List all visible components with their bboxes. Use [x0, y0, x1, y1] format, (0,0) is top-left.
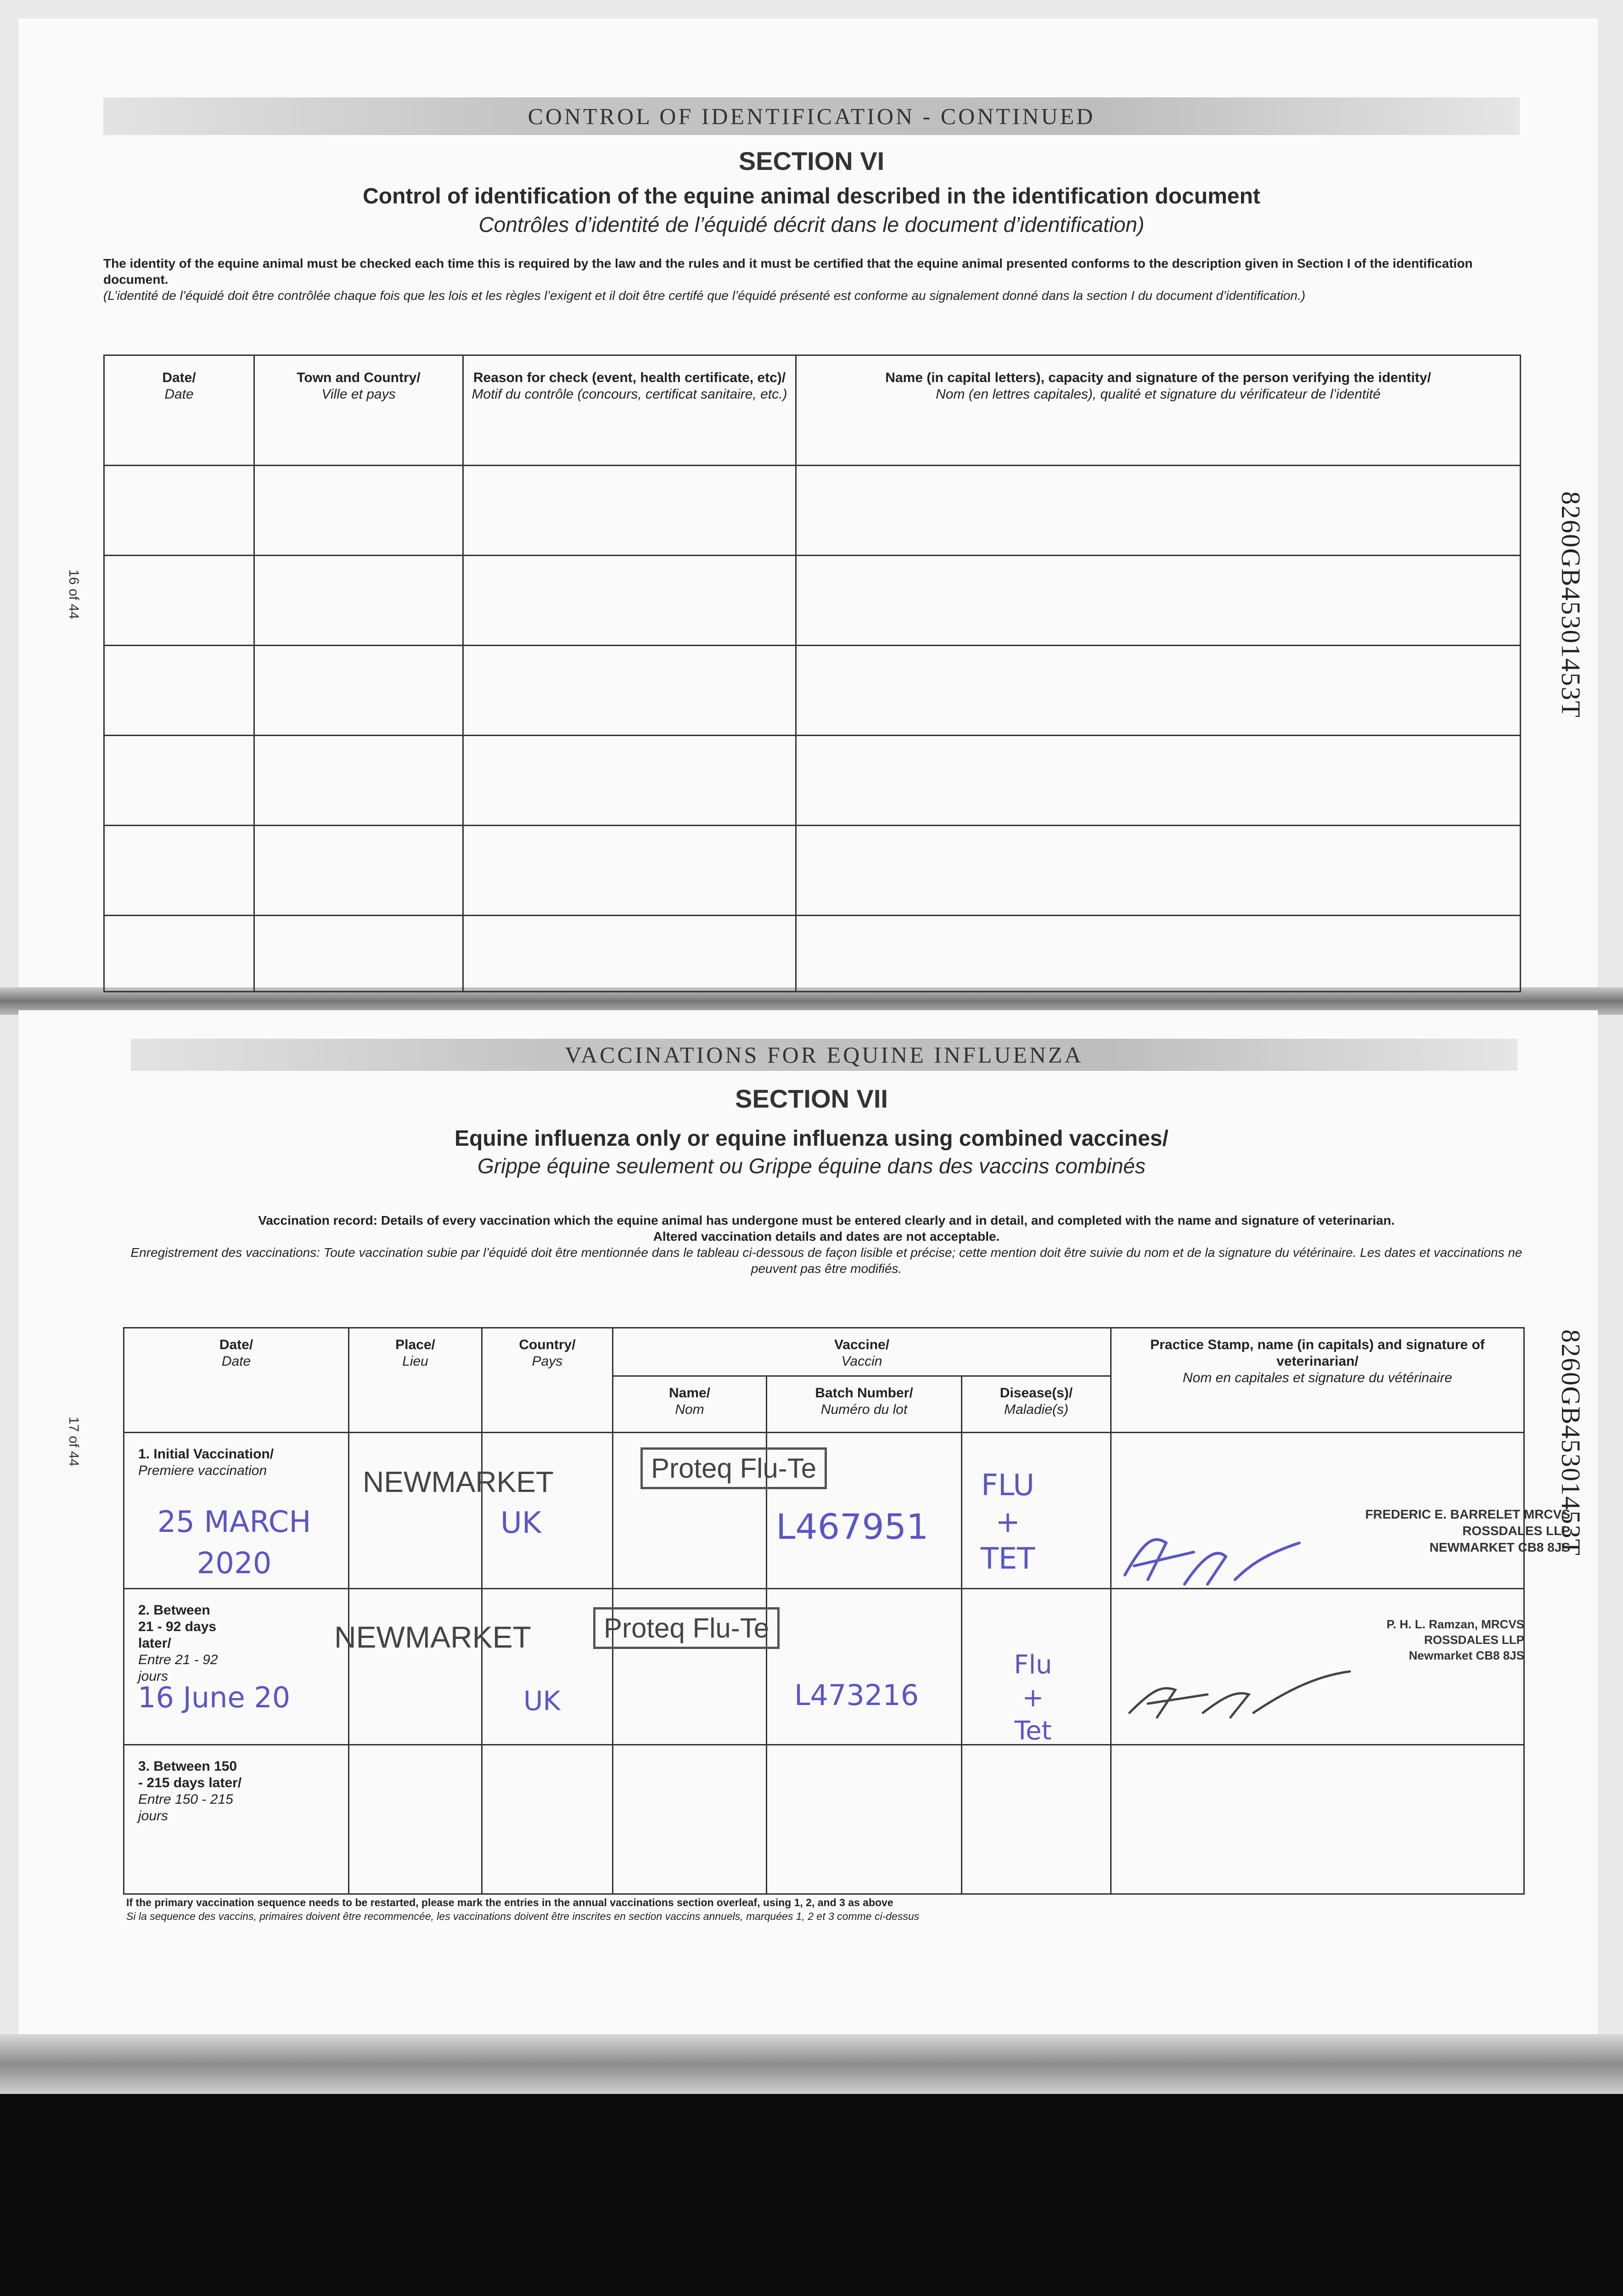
- col-disease: Disease(s)/ Maladie(s): [962, 1376, 1111, 1433]
- footnote: [126, 1896, 1522, 1923]
- vet-practice: ROSSDALES LLP: [1462, 1524, 1570, 1538]
- intro-fr: (L’identité de l’équidé doit être contrôlée chaque fois que les lois et les règles l’exigent et il doit être certifé que l’équidé présenté est conforme au signalement donné dans la section I du document d’identification.): [103, 288, 1306, 303]
- row-label: 1. Initial Vaccination/ Premiere vaccination: [124, 1433, 349, 1589]
- col-place: Place/ Lieu: [349, 1328, 482, 1433]
- disease-handwritten: FLU + TET: [980, 1469, 1035, 1576]
- batch-handwritten: L473216: [794, 1678, 919, 1712]
- vaccine-stamp: Proteq Flu-Te: [593, 1607, 780, 1649]
- document-id: 8260GB45301453T: [1556, 1329, 1586, 1556]
- record-text: [129, 1212, 1524, 1277]
- vet-address: Newmarket CB8 8JS: [1409, 1649, 1524, 1662]
- disease-handwritten: Flu + Tet: [1014, 1650, 1052, 1746]
- col-vaccine-name: Name/ Nom: [613, 1376, 767, 1433]
- document-id: 8260GB45301453T: [1556, 491, 1586, 718]
- table-row: [124, 1745, 1524, 1894]
- place-stamp: NEWMARKET: [334, 1620, 531, 1654]
- practice-stamp: [1249, 1506, 1570, 1556]
- col-practice-stamp: Practice Stamp, name (in capitals) and signature of veterinarian/ Nom en capitales et signature du vétérinaire: [1111, 1328, 1524, 1433]
- row-label: 3. Between 150 - 215 days later/ Entre 150 - 215 jours: [124, 1745, 349, 1894]
- table-row: [104, 736, 1521, 826]
- vaccination-table: [123, 1327, 1525, 1895]
- col-country: Country/ Pays: [482, 1328, 613, 1433]
- record-fr-label: Enregistrement des vaccinations:: [130, 1245, 320, 1260]
- section-number: SECTION VI: [738, 146, 885, 175]
- vet-name: FREDERIC E. BARRELET MRCVS: [1365, 1507, 1570, 1521]
- page-number: 16 of 44: [66, 569, 81, 619]
- intro-en: The identity of the equine animal must be checked each time this is required by the law and the rules and it must be certified that the equine animal presented conforms to the description given in Section I of the identification document.: [103, 256, 1473, 287]
- footnote-en: If the primary vaccination sequence needs to be restarted, please mark the entries in the annual vaccinations section overleaf, using 1, 2, and 3 as above: [126, 1896, 893, 1908]
- section-band: CONTROL OF IDENTIFICATION - CONTINUED: [103, 97, 1520, 135]
- col-town-country: Town and Country/ Ville et pays: [254, 355, 463, 466]
- col-verifier: Name (in capital letters), capacity and signature of the person verifying the identity/ Nom (en lettres capitales), qualité et signature du vérificateur de l’identité: [796, 355, 1521, 466]
- country-handwritten: UK: [523, 1685, 561, 1716]
- practice-stamp: [1203, 1616, 1524, 1663]
- section-heading: Control of identification of the equine animal described in the identification document: [363, 184, 1260, 208]
- date-handwritten: 25 MARCH 2020: [157, 1505, 311, 1581]
- intro-text: [103, 255, 1508, 304]
- col-reason: Reason for check (event, health certificate, etc)/ Motif du contrôle (concours, certificat sanitaire, etc.): [463, 355, 796, 466]
- identification-table: [103, 355, 1521, 992]
- section-heading-fr: Contrôles d’identité de l’équidé décrit dans le document d’identification): [478, 213, 1145, 236]
- col-date: Date/ Date: [124, 1328, 349, 1433]
- section-number: SECTION VII: [735, 1084, 888, 1113]
- record-en-2: Altered vaccination details and dates are not acceptable.: [653, 1229, 1000, 1244]
- date-handwritten: 16 June 20: [138, 1681, 291, 1714]
- record-label: Vaccination record:: [258, 1213, 378, 1227]
- table-row: [104, 466, 1521, 556]
- table-row: [104, 556, 1521, 646]
- section-band: VACCINATIONS FOR EQUINE INFLUENZA: [131, 1039, 1517, 1071]
- record-en: Details of every vaccination which the equine animal has undergone must be entered clearly and in detail, and completed with the name and signature of veterinarian.: [381, 1213, 1395, 1227]
- scan-background: [0, 2094, 1623, 2296]
- table-row: [104, 646, 1521, 736]
- section-heading: Equine influenza only or equine influenza using combined vaccines/: [455, 1126, 1168, 1151]
- vet-practice: ROSSDALES LLP: [1424, 1633, 1524, 1647]
- col-vaccine: Vaccine/ Vaccin: [613, 1328, 1111, 1376]
- table-row: [104, 916, 1521, 992]
- col-batch-number: Batch Number/ Numéro du lot: [767, 1376, 962, 1433]
- vaccine-stamp: Proteq Flu-Te: [640, 1447, 827, 1489]
- vet-address: NEWMARKET CB8 8JS: [1429, 1540, 1570, 1554]
- book-edge: [0, 2034, 1623, 2094]
- batch-handwritten: L467951: [776, 1506, 929, 1547]
- section-heading-fr: Grippe équine seulement ou Grippe équine dans des vaccins combinés: [477, 1154, 1146, 1178]
- vet-name: P. H. L. Ramzan, MRCVS: [1386, 1617, 1524, 1631]
- footnote-fr: Si la sequence des vaccins, primaires doivent être recommencée, les vaccinations doivent être inscrites en section vaccins annuels, marquées 1, 2 et 3 comme ci-dessus: [126, 1910, 920, 1922]
- table-row: [104, 826, 1521, 916]
- place-stamp: NEWMARKET: [363, 1465, 554, 1498]
- col-date: Date/ Date: [104, 355, 254, 466]
- page-number: 17 of 44: [66, 1417, 81, 1467]
- country-handwritten: UK: [500, 1506, 541, 1540]
- vet-signature: [1120, 1658, 1359, 1727]
- record-fr: Toute vaccination subie par l’équidé doit être mentionnée dans le tableau ci-dessous de façon lisible et précise; cette mention doit être suivie du nom et de la signature du vétérinaire. Les dates et vaccinations ne peuvent pas être modifiés.: [323, 1245, 1522, 1276]
- row-label: 2. Between 21 - 92 days later/ Entre 21 - 92 jours: [124, 1589, 349, 1745]
